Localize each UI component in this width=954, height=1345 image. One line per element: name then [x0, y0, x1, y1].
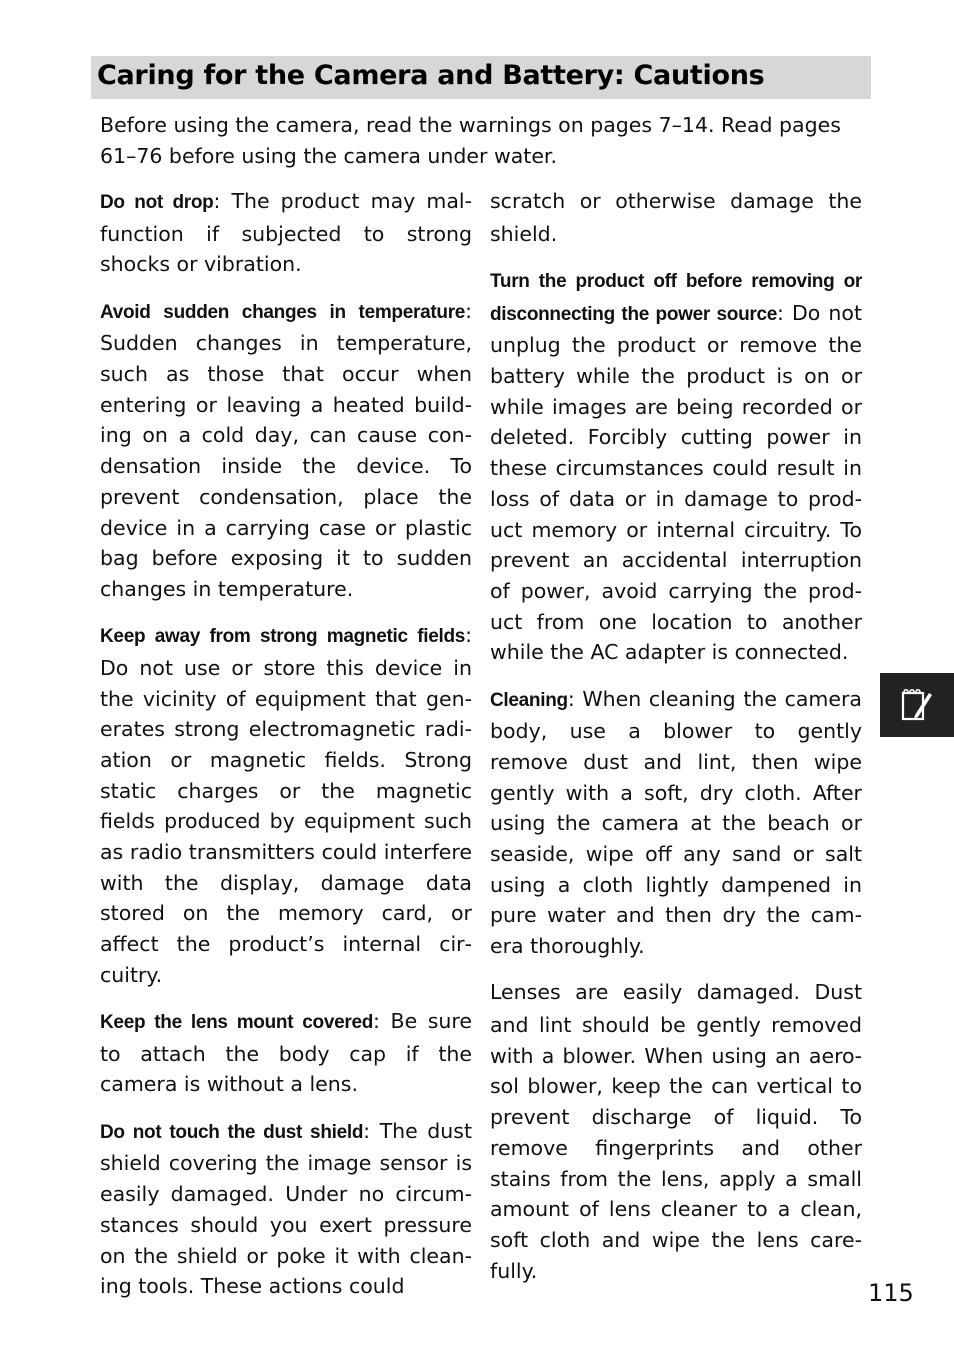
- caution-paragraph: [100, 620, 472, 990]
- intro-paragraph: Before using the camera, read the warnings on pages 7–14. Read pages 61–76 before using the camera under water.: [100, 113, 841, 168]
- caution-paragraph: [490, 684, 862, 962]
- left-column: [100, 186, 472, 1317]
- section-title-bar: [91, 56, 871, 99]
- page-title: Caring for the Camera and Battery: Cautions: [97, 60, 765, 91]
- caution-heading: Turn the product off before removing or disconnecting the power source: [490, 270, 862, 325]
- caution-paragraph: [490, 186, 862, 249]
- caution-heading: Do not touch the dust shield: [100, 1121, 364, 1143]
- caution-heading: Avoid sudden changes in temperature: [100, 301, 466, 323]
- caution-text: : Do not unplug the product or remove the battery while the product is on or while images are being recorded or deleted. Forcibly cutting power in these circumstances could result in loss of data or in damage to product memory or internal circuitry. To prevent an accidental interruption of power, avoid carrying the product from one location to another while the AC adapter is connected.: [490, 300, 862, 665]
- caution-text: Lenses are easily damaged. Dust and lint should be gently removed with a blower. When using an aerosol blower, keep the can vertical to prevent discharge of liquid. To remove fingerprints and other stains from the lens, apply a small amount of lens cleaner to a clean, soft cloth and wipe the lens carefully.: [490, 980, 862, 1283]
- caution-text: : Be sure to attach the body cap if the camera is without a lens.: [100, 1009, 472, 1097]
- page-number: 115: [868, 1279, 914, 1307]
- caution-paragraph: [490, 265, 862, 668]
- notes-pencil-icon: [900, 687, 934, 723]
- caution-text: : Sudden changes in temperature, such as those that occur when entering or leaving a heated building on a cold day, can cause condensation inside the device. To prevent condensation, place the device in a carrying case or plastic bag before exposing it to sudden changes in temperature.: [100, 298, 472, 601]
- caution-paragraph: [100, 1006, 472, 1100]
- caution-text: scratch or otherwise damage the shield.: [490, 189, 862, 246]
- caution-paragraph: [100, 296, 472, 605]
- caution-text: : The dust shield covering the image sensor is easily damaged. Under no circumstances should you exert pressure on the shield or poke it with cleaning tools. These actions could: [100, 1118, 472, 1299]
- caution-heading: Keep away from strong magnetic fields: [100, 626, 466, 648]
- caution-heading: Cleaning: [490, 689, 568, 711]
- caution-paragraph: [100, 1116, 472, 1302]
- caution-heading: Keep the lens mount covered: [100, 1012, 374, 1034]
- caution-heading: Do not drop: [100, 192, 214, 213]
- chapter-side-tab: [880, 673, 954, 737]
- caution-text: : Do not use or store this device in the vicinity of equipment that generates strong electromagnetic radiation or magnetic fields. Strong static charges or the magnetic fields produced by equipment such as radio transmitters could interfere with the display, damage data stored on the memory card, or affect the product’s internal circuitry.: [100, 623, 472, 987]
- caution-paragraph: [490, 977, 862, 1286]
- right-column: [490, 186, 862, 1302]
- caution-paragraph: [100, 186, 472, 280]
- caution-text: : The product may malfunction if subjected to strong shocks or vibration.: [100, 189, 472, 277]
- caution-text: : When cleaning the camera body, use a blower to gently remove dust and lint, then wipe gently with a soft, dry cloth. After using the camera at the beach or seaside, wipe off any sand or salt using a cloth lightly dampened in pure water and then dry the camera thoroughly.: [490, 686, 862, 959]
